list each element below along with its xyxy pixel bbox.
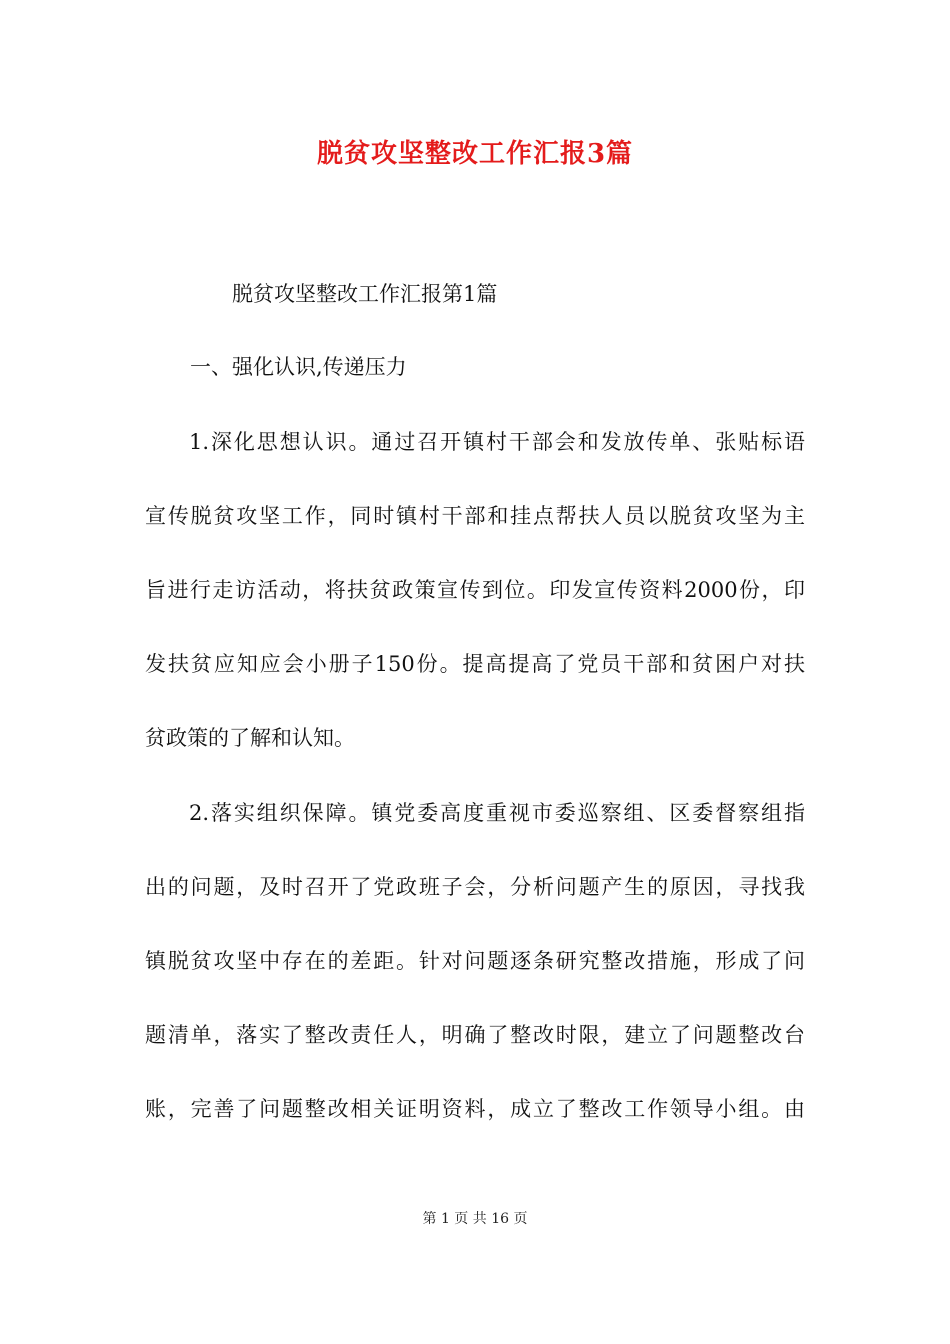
paragraph-line: 出的问题，及时召开了党政班子会，分析问题产生的原因，寻找我: [145, 875, 805, 899]
page-number-footer: 第 1 页 共 16 页: [422, 1211, 528, 1227]
paragraph-line: 题清单，落实了整改责任人，明确了整改时限，建立了问题整改台: [145, 1023, 805, 1047]
paragraph-1: [145, 424, 805, 794]
paragraph-line: 发扶贫应知应会小册子150份。提高提高了党员干部和贫困户对扶: [145, 652, 805, 676]
document-title: 脱贫攻坚整改工作汇报3篇: [316, 139, 634, 169]
section-heading: 一、强化认识,传递压力: [190, 355, 407, 379]
paragraph-line: 2.落实组织保障。镇党委高度重视市委巡察组、区委督察组指: [189, 801, 805, 825]
paragraph-2: [145, 795, 805, 1165]
paragraph-line: 1.深化思想认识。通过召开镇村干部会和发放传单、张贴标语: [189, 430, 805, 454]
paragraph-line: 账，完善了问题整改相关证明资料，成立了整改工作领导小组。由: [145, 1097, 805, 1121]
document-subtitle: 脱贫攻坚整改工作汇报第1篇: [232, 282, 498, 306]
paragraph-line: 旨进行走访活动，将扶贫政策宣传到位。印发宣传资料2000份，印: [145, 578, 805, 602]
paragraph-line: 宣传脱贫攻坚工作，同时镇村干部和挂点帮扶人员以脱贫攻坚为主: [145, 504, 805, 528]
paragraph-line: 镇脱贫攻坚中存在的差距。针对问题逐条研究整改措施，形成了问: [145, 949, 805, 973]
paragraph-line: 贫政策的了解和认知。: [145, 726, 355, 750]
